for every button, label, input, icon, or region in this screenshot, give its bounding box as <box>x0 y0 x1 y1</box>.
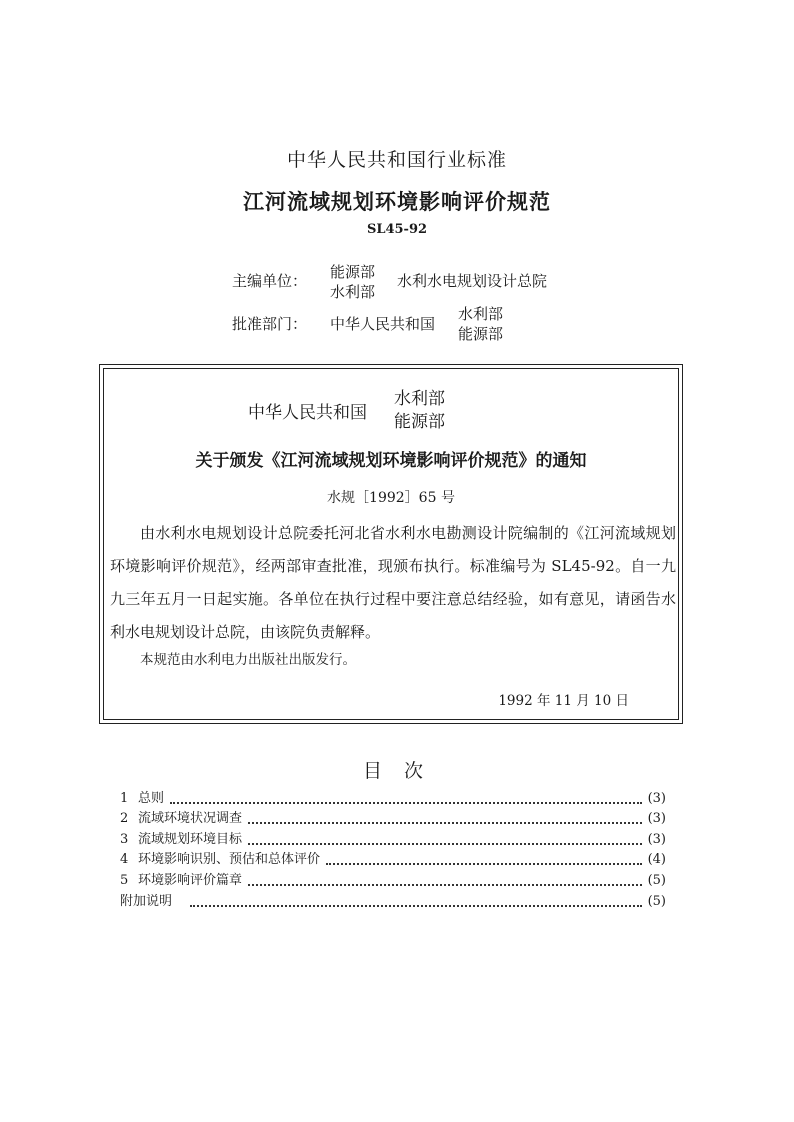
toc-entry[interactable] <box>120 871 666 891</box>
chief-editor-dept-2: 水利部 <box>330 283 376 301</box>
notice-dept-1: 水利部 <box>394 389 445 409</box>
notice-title: 关于颁发《江河流域规划环境影响评价规范》的通知 <box>195 451 587 471</box>
toc-entry-label: 总则 <box>138 791 165 806</box>
toc-entry[interactable] <box>120 789 666 809</box>
toc-entry-number: 3 <box>120 832 129 847</box>
toc-leader-dots <box>248 843 642 845</box>
toc-entry-page: (5) <box>647 894 666 909</box>
toc-entry[interactable] <box>120 850 666 870</box>
toc-entry-number: 4 <box>120 852 129 867</box>
approval-dept-2: 能源部 <box>458 325 504 343</box>
industry-standard-heading: 中华人民共和国行业标准 <box>286 149 507 171</box>
toc-entry-number: 2 <box>120 811 129 826</box>
chief-editor-dept-1: 能源部 <box>330 263 376 281</box>
toc-entry-page: (3) <box>647 832 666 847</box>
notice-date: 1992 年 11 月 10 日 <box>498 693 629 709</box>
toc-heading: 目 次 <box>362 760 432 782</box>
toc-entry-number: 5 <box>120 873 129 888</box>
notice-doc-number: 水规［1992］65 号 <box>327 490 455 506</box>
toc-entry-label: 附加说明 <box>120 894 173 909</box>
approval-country: 中华人民共和国 <box>330 315 436 333</box>
toc-entry-number: 1 <box>120 791 129 806</box>
toc-entry[interactable] <box>120 892 666 912</box>
notice-paragraph-1: 由水利水电规划设计总院委托河北省水利水电勘测设计院编制的《江河流域规划环境影响评价规范》，经两部审查批准，现颁布执行。标准编号为 SL45-92。自一九九三年五月一日起实施。各单位在执行过程中要注意总结经验，如有意见，请函告水利水电规划设计总院，由该院负责解释。 <box>110 524 676 641</box>
toc-leader-dots <box>248 822 642 824</box>
chief-editor-org: 水利水电规划设计总院 <box>397 272 548 290</box>
toc-entry-label: 流域环境状况调查 <box>138 811 243 826</box>
approval-label: 批准部门： <box>232 315 308 333</box>
toc-leader-dots <box>170 802 642 804</box>
chief-editor-label: 主编单位： <box>232 272 308 290</box>
toc-entry[interactable] <box>120 830 666 850</box>
toc-entry-label: 流域规划环境目标 <box>138 832 243 847</box>
toc-leader-dots <box>190 905 642 907</box>
notice-country: 中华人民共和国 <box>248 403 367 423</box>
toc-entry[interactable] <box>120 809 666 829</box>
toc-entry-page: (4) <box>647 852 666 867</box>
toc-entry-page: (3) <box>647 811 666 826</box>
notice-dept-2: 能源部 <box>394 412 445 432</box>
toc-entry-label: 环境影响评价篇章 <box>138 873 243 888</box>
standard-code: SL45-92 <box>366 222 428 237</box>
toc-leader-dots <box>248 884 642 886</box>
toc-leader-dots <box>326 863 642 865</box>
notice-paragraph-2: 本规范由水利电力出版社出版发行。 <box>140 652 356 668</box>
toc-entry-page: (3) <box>647 791 666 806</box>
toc-entry-page: (5) <box>647 873 666 888</box>
toc-entry-label: 环境影响识别、预估和总体评价 <box>138 852 321 867</box>
approval-dept-1: 水利部 <box>458 305 504 323</box>
standard-title: 江河流域规划环境影响评价规范 <box>243 190 551 214</box>
